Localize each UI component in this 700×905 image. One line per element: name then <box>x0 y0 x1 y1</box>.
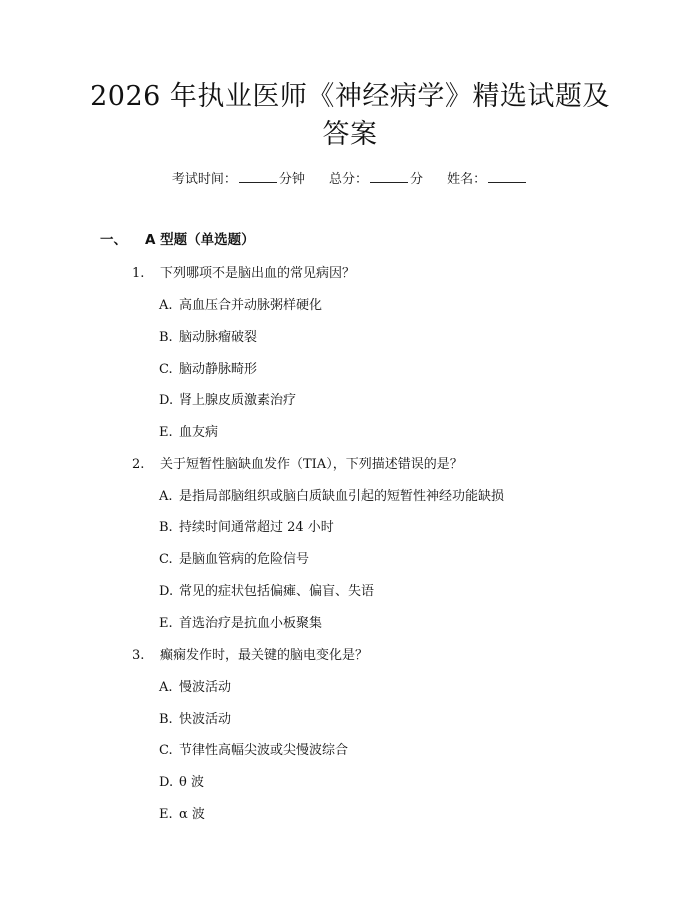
option <box>159 294 322 313</box>
question-text: 关于短暂性脑缺血发作（TIA），下列描述错误的是？ <box>160 457 463 472</box>
question-text: 癫痫发作时，最关键的脑电变化是？ <box>160 648 369 663</box>
section-number: 一、 <box>100 232 127 248</box>
option-label: A. <box>159 680 173 695</box>
option-text: 快波活动 <box>179 712 232 727</box>
total-score-unit: 分 <box>410 172 424 187</box>
total-score-blank <box>370 170 408 183</box>
option-label: A. <box>159 489 173 504</box>
option-text: θ 波 <box>179 775 204 790</box>
option <box>159 516 334 535</box>
total-score-field <box>329 168 423 187</box>
name-blank <box>488 170 526 183</box>
option <box>159 326 257 345</box>
option-label: E. <box>159 425 173 440</box>
exam-time-label: 考试时间： <box>171 172 237 187</box>
option <box>159 708 231 727</box>
option-label: B. <box>159 520 173 535</box>
section-heading <box>100 228 255 248</box>
option-label: C. <box>159 362 173 377</box>
option <box>159 739 348 758</box>
exam-time-field <box>172 168 305 187</box>
option-text: 是指局部脑组织或脑白质缺血引起的短暂性神经功能缺损 <box>179 489 505 504</box>
question-3 <box>132 644 368 663</box>
option-label: D. <box>159 584 174 599</box>
option-text: 常见的症状包括偏瘫、偏盲、失语 <box>179 584 375 599</box>
option <box>159 676 231 695</box>
option-text: α 波 <box>179 807 205 822</box>
option-label: E. <box>159 616 173 631</box>
question-1 <box>132 262 355 281</box>
page-title: 2026 年执业医师《神经病学》精选试题及答案 <box>90 81 610 150</box>
name-field <box>447 168 528 187</box>
exam-info-line <box>0 168 700 187</box>
question-2 <box>132 453 463 472</box>
question-text: 下列哪项不是脑出血的常见病因？ <box>160 266 356 281</box>
total-score-label: 总分： <box>328 172 368 187</box>
option <box>159 612 322 631</box>
exam-time-blank <box>239 170 277 183</box>
question-number: 3. <box>132 648 145 663</box>
option <box>159 389 296 408</box>
option-label: A. <box>159 298 173 313</box>
option <box>159 358 257 377</box>
option-text: 血友病 <box>179 425 219 440</box>
option <box>159 421 218 440</box>
name-label: 姓名： <box>447 172 487 187</box>
option-text: 高血压合并动脉粥样硬化 <box>179 298 323 313</box>
option-label: C. <box>159 552 173 567</box>
question-number: 2. <box>132 457 145 472</box>
option <box>159 548 309 567</box>
option-text: 慢波活动 <box>179 680 232 695</box>
option <box>159 485 504 504</box>
option-label: E. <box>159 807 173 822</box>
option-label: B. <box>159 712 173 727</box>
exam-time-unit: 分钟 <box>278 172 305 187</box>
option-label: D. <box>159 393 174 408</box>
option-text: 节律性高幅尖波或尖慢波综合 <box>179 743 349 758</box>
section-title: A 型题（单选题） <box>145 232 255 248</box>
question-number: 1. <box>132 266 145 281</box>
option-text: 肾上腺皮质激素治疗 <box>179 393 297 408</box>
option-text: 是脑血管病的危险信号 <box>179 552 310 567</box>
option-text: 脑动脉瘤破裂 <box>179 330 258 345</box>
option-text: 首选治疗是抗血小板聚集 <box>179 616 323 631</box>
option <box>159 771 204 790</box>
option-text: 持续时间通常超过 24 小时 <box>179 520 334 535</box>
option-label: B. <box>159 330 173 345</box>
option-label: C. <box>159 743 173 758</box>
option-label: D. <box>159 775 174 790</box>
option <box>159 803 205 822</box>
option-text: 脑动静脉畸形 <box>179 362 258 377</box>
option <box>159 580 374 599</box>
